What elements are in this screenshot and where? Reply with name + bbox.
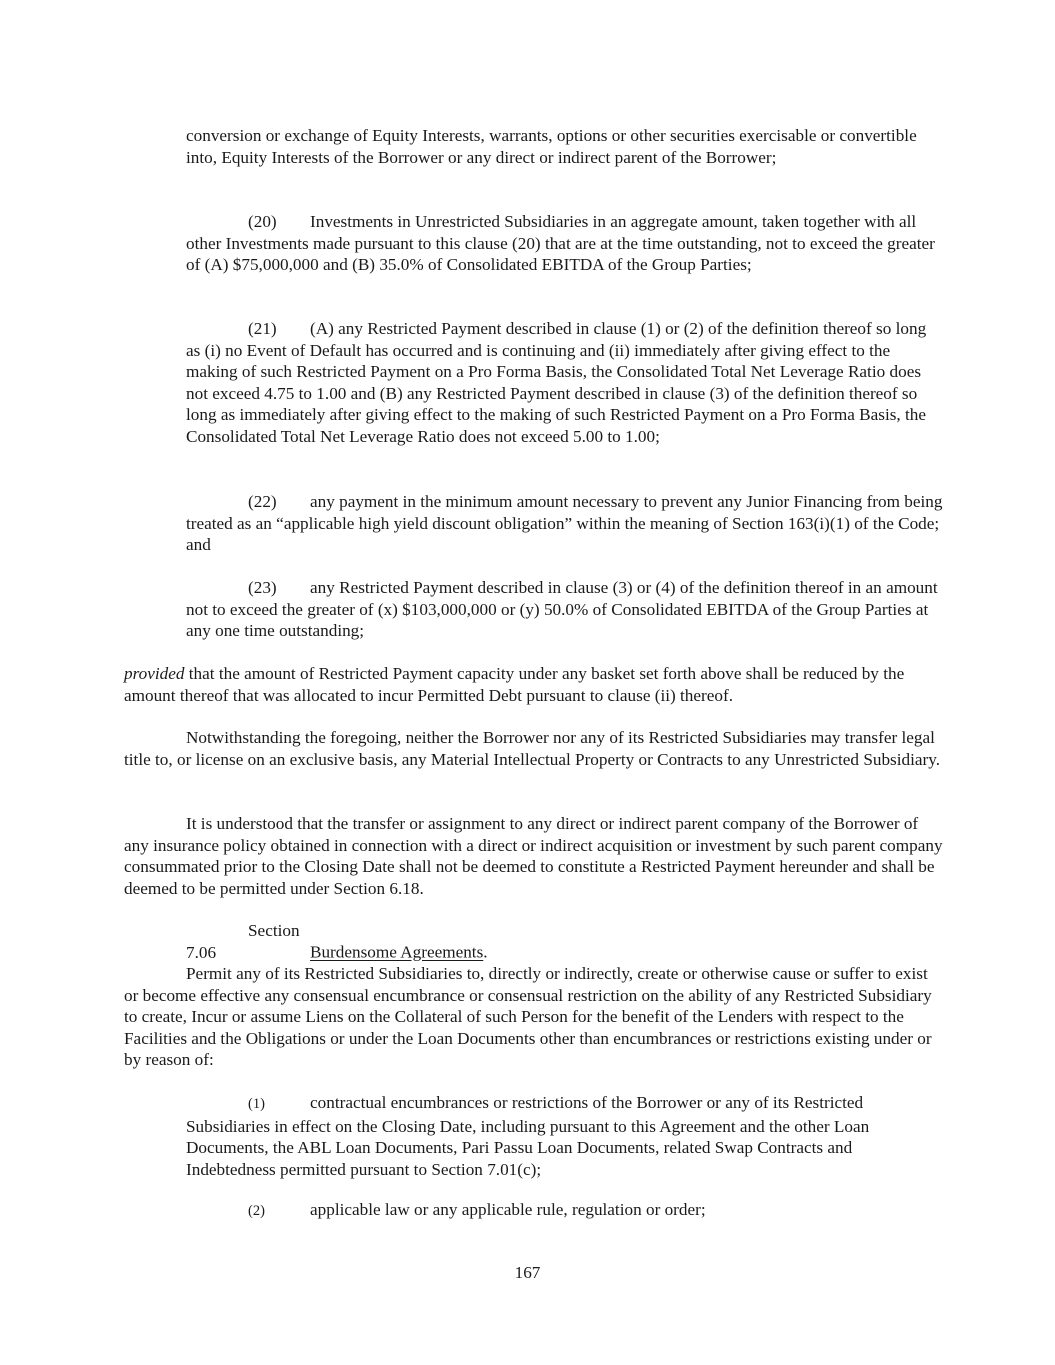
clause-number: (22) (248, 492, 277, 511)
item-text: applicable law or any applicable rule, regulation or order; (310, 1200, 706, 1219)
clause-21 (186, 318, 944, 448)
clause-23 (186, 577, 944, 642)
notwithstanding-paragraph: Notwithstanding the foregoing, neither the Borrower nor any of its Restricted Subsidiaries may transfer legal title to, or license on an exclusive basis, any Material Intellectual Property or Contracts to any Unrestricted Subsidiary. (124, 728, 941, 769)
clause-text: any payment in the minimum amount necessary to prevent any Junior Financing from being treated as an “applicable high yield discount obligation” within the meaning of Section 163(i)(1) of the Code; and (186, 492, 943, 555)
proviso-text: that the amount of Restricted Payment capacity under any basket set forth above shall be reduced by the amount thereof that was allocated to incur Permitted Debt pursuant to clause (ii) thereof. (124, 664, 905, 705)
section-item-1 (186, 1092, 944, 1180)
section-title-end: . (483, 942, 488, 962)
proviso-lead: provided (124, 664, 185, 683)
clause-20 (186, 211, 944, 276)
permit-paragraph: Permit any of its Restricted Subsidiaries to, directly or indirectly, create or otherwise cause or suffer to exist or become effective any consensual encumbrance or consensual restriction on the ability of any Restricted Subsidiary to create, Incur or assume Liens on the Collateral of such Person for the benefit of the Lenders with respect to the Facilities and the Obligations or under the Loan Documents other than encumbrances or restrictions existing under or by reason of: (124, 964, 932, 1070)
clause-number: (23) (248, 578, 277, 597)
clause-number: (21) (248, 319, 277, 338)
item-text: contractual encumbrances or restrictions of the Borrower or any of its Restricted Subsidiaries in effect on the Closing Date, including pursuant to this Agreement and the other Loan Documents, the ABL Loan Documents, Pari Passu Loan Documents, related Swap Contracts and Indebtedness permitted pursuant to Section 7.01(c); (186, 1093, 870, 1179)
section-heading (124, 920, 944, 963)
clause-19-continuation: conversion or exchange of Equity Interests, warrants, options or other securities exercisable or convertible into, Equity Interests of the Borrower or any direct or indirect parent of the Borrower; (186, 126, 917, 167)
proviso-paragraph (124, 663, 944, 706)
clause-text: (A) any Restricted Payment described in clause (1) or (2) of the definition thereof so long as (i) no Event of Default has occurred and is continuing and (ii) immediately after giving effect to the making of such Restricted Payment on a Pro Forma Basis, the Consolidated Total Net Leverage Ratio does not exceed 4.75 to 1.00 and (B) any Restricted Payment described in clause (3) of the definition thereof so long as immediately after giving effect to the making of such Restricted Payment on a Pro Forma Basis, the Consolidated Total Net Leverage Ratio does not exceed 5.00 to 1.00; (186, 319, 927, 446)
clause-number: (20) (248, 212, 277, 231)
page-number: 167 (514, 1263, 541, 1282)
clause-text: any Restricted Payment described in clause (3) or (4) of the definition thereof in an amount not to exceed the greater of (x) $103,000,000 or (y) 50.0% of Consolidated EBITDA of the Group Parties at any one time outstanding; (186, 578, 938, 641)
section-number: Section 7.06 (186, 921, 300, 962)
understood-paragraph: It is understood that the transfer or assignment to any direct or indirect parent company of the Borrower of any insurance policy obtained in connection with a direct or indirect acquisition or investment by such parent company consummated prior to the Closing Date shall not be deemed to constitute a Restricted Payment hereunder and shall be deemed to be permitted under Section 6.18. (124, 814, 943, 898)
item-number: (1) (248, 1096, 265, 1112)
section-title: Burdensome Agreements (310, 942, 484, 962)
clause-22 (186, 491, 944, 556)
clause-text: Investments in Unrestricted Subsidiaries in an aggregate amount, taken together with all other Investments made pursuant to this clause (20) that are at the time outstanding, not to exceed the greater of (A) $75,000,000 and (B) 35.0% of Consolidated EBITDA of the Group Parties; (186, 212, 935, 275)
section-item-2 (186, 1199, 944, 1223)
item-number: (2) (248, 1203, 265, 1219)
